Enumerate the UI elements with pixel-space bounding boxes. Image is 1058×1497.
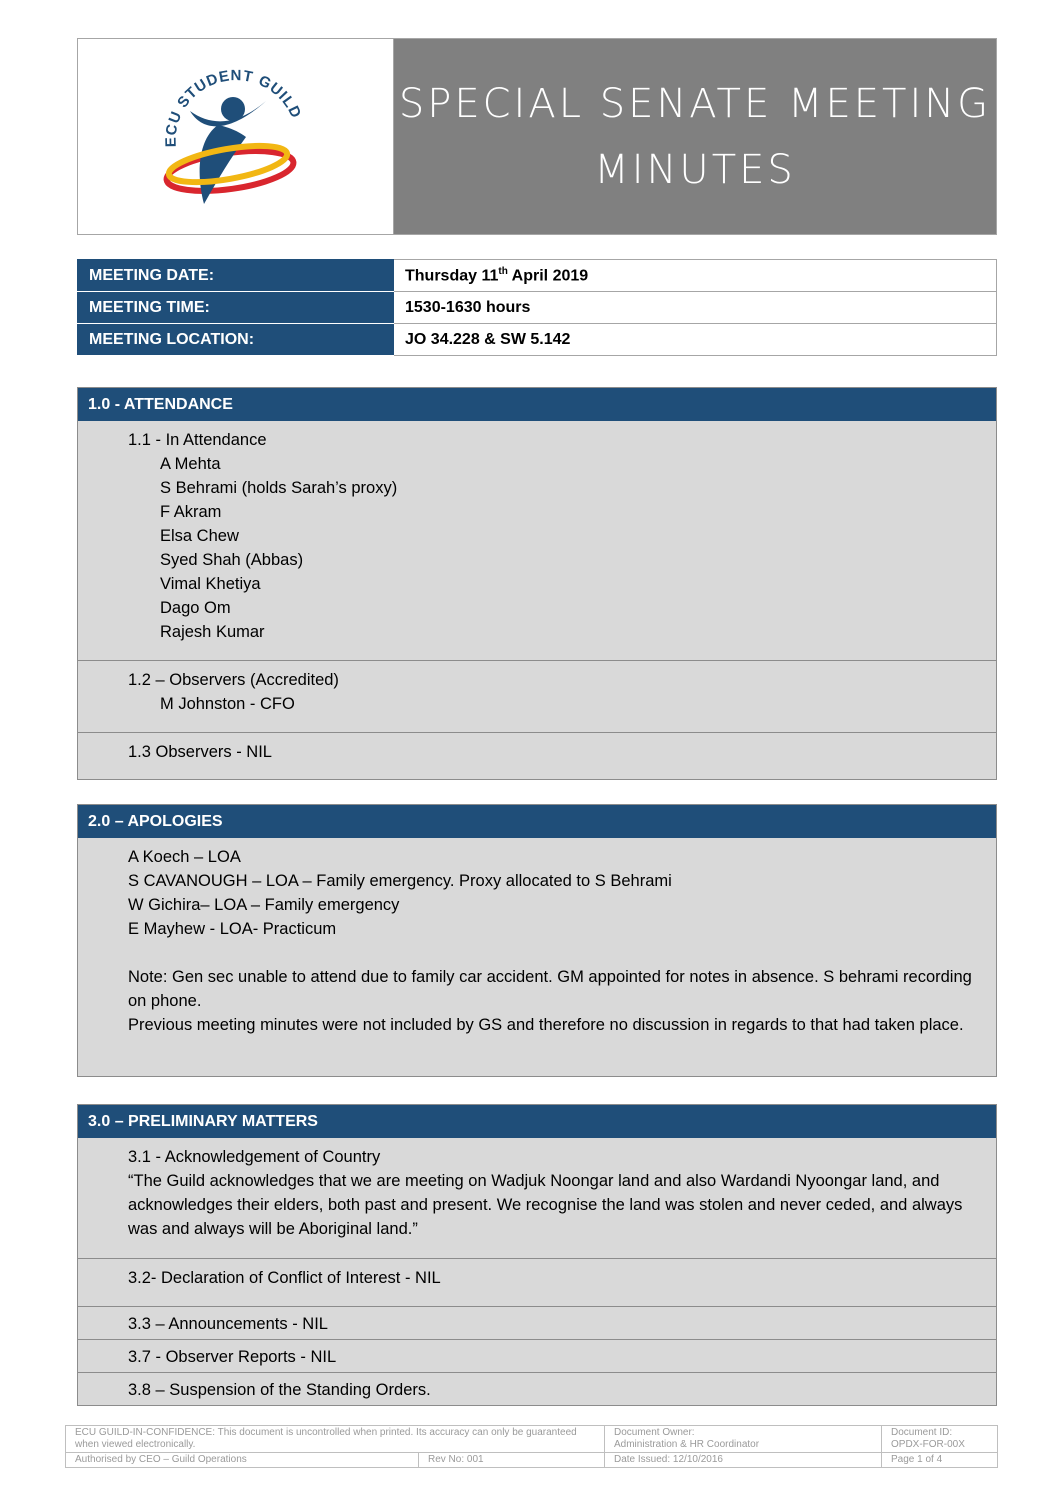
suspension-standing-orders: 3.8 – Suspension of the Standing Orders. [128, 1381, 431, 1399]
document-owner [605, 1426, 882, 1453]
in-attendance-title: 1.1 - In Attendance [128, 431, 267, 449]
observers-row [78, 732, 996, 779]
observers-title: 1.3 Observers - NIL [128, 743, 272, 761]
meeting-time-value: 1530-1630 hours [394, 292, 997, 324]
observer-reports: 3.7 - Observer Reports - NIL [128, 1348, 337, 1366]
attendance-heading: 1.0 - ATTENDANCE [78, 388, 996, 421]
logo-text: ECU STUDENT GUILD [162, 67, 305, 148]
spacer [128, 941, 986, 965]
accredited-observers-row [78, 660, 996, 732]
apology-item: W Gichira– LOA – Family emergency [128, 896, 400, 914]
apologies-note: Note: Gen sec unable to attend due to family car accident. GM appointed for notes in absence. S behrami recording on phone. [128, 968, 972, 1010]
announcements: 3.3 – Announcements - NIL [128, 1315, 328, 1333]
attendance-section [77, 387, 997, 780]
title-line-1: SPECIAL SENATE MEETING [398, 80, 992, 127]
meeting-date-label: MEETING DATE: [78, 260, 394, 292]
announcements-row [78, 1306, 996, 1339]
attendee: F Akram [160, 503, 222, 521]
page-number: Page 1 of 4 [882, 1453, 998, 1468]
header-banner [77, 38, 997, 235]
confidential-notice: ECU GUILD-IN-CONFIDENCE: This document is uncontrolled when printed. Its accuracy can only be guaranteed when viewed electronically. [66, 1426, 605, 1453]
meeting-date-suffix: th [498, 265, 508, 277]
apologies-row [78, 838, 996, 1076]
meeting-date-row [78, 260, 997, 292]
apologies-heading: 2.0 – APOLOGIES [78, 805, 996, 838]
attendee: Dago Om [160, 599, 231, 617]
meeting-details-table [77, 259, 997, 356]
meeting-location-row [78, 324, 997, 356]
acknowledgement-text: “The Guild acknowledges that we are meeting on Wadjuk Noongar land and also Wardandi Nyoongar land, and acknowledges their elders, both past and present. We recognise the land was stolen and never ceded, and always was and always will be Aboriginal land.” [128, 1172, 963, 1238]
attendee: A Mehta [160, 455, 221, 473]
title-cell [394, 39, 996, 234]
attendee: Rajesh Kumar [160, 623, 265, 641]
observer-reports-row [78, 1339, 996, 1372]
apology-item: S CAVANOUGH – LOA – Family emergency. Proxy allocated to S Behrami [128, 872, 672, 890]
document-id [882, 1426, 998, 1453]
preliminary-heading: 3.0 – PRELIMINARY MATTERS [78, 1105, 996, 1138]
meeting-time-row [78, 292, 997, 324]
accredited-observers-title: 1.2 – Observers (Accredited) [128, 671, 339, 689]
id-label: Document ID: [891, 1427, 953, 1438]
id-value: OPDX-FOR-00X [891, 1439, 965, 1450]
meeting-date-value [394, 260, 997, 292]
title-line-2: MINUTES [594, 146, 796, 193]
preliminary-section [77, 1104, 997, 1406]
owner-label: Document Owner: [614, 1427, 695, 1438]
revision-number: Rev No: 001 [419, 1453, 605, 1468]
apology-item: E Mayhew - LOA- Practicum [128, 920, 337, 938]
conflict-row [78, 1258, 996, 1306]
page-title [399, 71, 991, 203]
meeting-location-value: JO 34.228 & SW 5.142 [394, 324, 997, 356]
date-issued: Date Issued: 12/10/2016 [605, 1453, 882, 1468]
meeting-location-label: MEETING LOCATION: [78, 324, 394, 356]
logo-cell [78, 39, 394, 234]
attendee: Elsa Chew [160, 527, 239, 545]
apology-item: A Koech – LOA [128, 848, 241, 866]
apologies-section [77, 804, 997, 1077]
authorised-by: Authorised by CEO – Guild Operations [66, 1453, 419, 1468]
attendee: Syed Shah (Abbas) [160, 551, 304, 569]
acknowledgement-title: 3.1 - Acknowledgement of Country [128, 1148, 381, 1166]
accredited-observer: M Johnston - CFO [160, 695, 295, 713]
in-attendance-row [78, 421, 996, 660]
conflict-of-interest: 3.2- Declaration of Conflict of Interest - NIL [128, 1269, 441, 1287]
previous-minutes-note: Previous meeting minutes were not included by GS and therefore no discussion in regards to that had taken place. [128, 1016, 964, 1034]
attendee: Vimal Khetiya [160, 575, 261, 593]
document-footer [65, 1425, 998, 1468]
attendee: S Behrami (holds Sarah’s proxy) [160, 479, 398, 497]
meeting-date-month-year: April 2019 [507, 267, 589, 285]
suspension-row [78, 1372, 996, 1405]
meeting-time-label: MEETING TIME: [78, 292, 394, 324]
meeting-date-day: Thursday 11 [405, 267, 499, 285]
owner-value: Administration & HR Coordinator [614, 1439, 760, 1450]
acknowledgement-row [78, 1138, 996, 1258]
guild-logo [78, 39, 394, 234]
attendee-list [128, 452, 986, 644]
